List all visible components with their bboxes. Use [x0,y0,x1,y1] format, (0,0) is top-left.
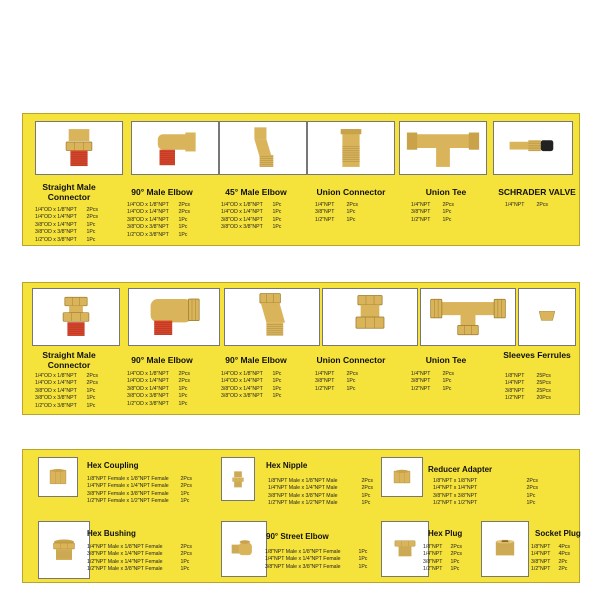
item-title: 90° Male Elbow [225,355,287,365]
item-title: Hex Plug [428,529,463,538]
spec-row: 1/4"OD x 1/4"NPT 2Pcs [127,209,190,216]
spec-row: 3/8"OD x 3/8"NPT 1Pc [127,393,188,400]
item-title: 90° Male Elbow [131,187,193,197]
spec-list [411,371,454,393]
spec-row: 1/4"NPT 2Pcs [315,202,358,208]
spec-list [87,544,192,574]
item-title: Socket Plug [535,529,581,538]
male-elbow-90-icon [131,121,219,175]
spec-row: 1/2"NPT 1Pc [423,566,460,573]
compression-tee-icon [420,288,516,346]
push-fit-fittings-panel [22,113,580,246]
compression-union-icon [322,288,418,346]
spec-row: 3/8"OD x 1/4"NPT 1Pc [35,387,96,394]
spec-row: 1/4"NPT 2Pcs [423,551,462,558]
item-title: Hex Nipple [266,461,308,470]
spec-row: 1/4"OD x 1/4"NPT 1Pc [221,209,282,216]
spec-row: 3/8"NPT 1Pc [411,378,452,385]
spec-row: 1/4"NPT Male x 1/4"NPT Male 2Pcs [268,485,373,492]
spec-list [35,207,98,244]
item-title: Union Tee [425,355,467,365]
spec-row: 3/8"OD x 3/8"NPT 1Pc [35,229,96,236]
hex-coupling-icon [38,457,78,497]
compression-fittings-panel [22,282,580,415]
straight-male-connector-icon [35,121,123,175]
spec-row: 1/8"NPT Male x 1/8"NPT Male 2Pcs [268,478,373,484]
compression-elbow-angled-icon [224,288,320,346]
spec-row: 1/2"OD x 3/8"NPT 1Pc [127,231,188,238]
spec-row: 1/2"NPT 1Pc [315,216,356,223]
spec-row: 1/4"OD x 1/4"NPT 2Pcs [127,378,190,385]
spec-row: 1/2"NPT Male x 3/8"NPT Female 1Pc [87,566,190,573]
spec-row: 1/4"NPT 2Pcs [315,371,358,377]
hex-nipple-icon [221,457,255,501]
spec-list [127,371,190,408]
spec-row: 3/8"OD x 3/8"NPT 1Pc [221,224,282,231]
brass-pipe-fittings-panel [22,449,580,583]
spec-list [221,371,281,401]
spec-row: 3/8"OD x 3/8"NPT 1Pc [127,224,188,231]
spec-row: 1/2"OD x 3/8"NPT 1Pc [35,236,96,243]
spec-row: 1/4"NPT Male x 1/8"NPT Female 2Pcs [87,544,192,550]
spec-row: 3/8"NPT 1Pc [423,558,460,565]
spec-row: 3/8"NPT Female x 3/8"NPT Female 1Pc [87,490,190,497]
spec-list [268,478,373,508]
spec-list [87,476,192,506]
spec-list [423,544,462,574]
item-title: 90° Street Elbow [266,532,329,541]
spec-row: 1/8"NPT 25Pcs [505,373,551,379]
spec-row: 1/2"NPT 1Pc [411,385,452,392]
spec-row: 3/8"NPT Male x 1/4"NPT Female 2Pcs [87,551,192,558]
spec-list [221,202,281,232]
item-title: Hex Bushing [87,529,136,538]
spec-row: 1/4"NPT 2Pcs [411,202,454,208]
spec-row: 1/2"NPT Male x 1/4"NPT Female 1Pc [87,558,190,565]
spec-row: 3/8"NPT x 3/8"NPT 1Pc [433,492,536,499]
item-title: Union Connector [316,355,386,365]
spec-row: 1/4"OD x 1/8"NPT 2Pcs [127,371,190,377]
item-title: Straight Male Connector [42,182,96,202]
spec-row: 1/4"OD x 1/4"NPT 2Pcs [35,380,98,387]
spec-row: 1/4"NPT 25Pcs [505,380,551,387]
spec-row: 3/8"OD x 1/4"NPT 1Pc [35,221,96,228]
spec-row: 1/4"OD x 1/8"NPT 1Pc [221,202,282,208]
spec-row: 1/8"NPT x 1/8"NPT 2Pcs [433,478,538,484]
spec-row: 1/8"NPT 2Pcs [423,544,462,550]
item-title: Reducer Adapter [428,465,493,474]
spec-row: 3/8"NPT Male x 3/8"NPT Male 1Pc [268,492,371,499]
spec-list [433,478,538,508]
item-title: Sleeves Ferrules [503,350,571,360]
spec-list [505,202,548,209]
item-title: Union Tee [425,187,467,197]
spec-row: 3/8"NPT 1Pc [315,209,356,216]
spec-row: 3/8"NPT 25Pcs [505,387,551,394]
spec-row: 3/8"NPT 2Pc [531,558,568,565]
spec-row: 1/8"NPT 4Pcs [531,544,570,550]
spec-row: 1/2"OD x 3/8"NPT 1Pc [127,400,188,407]
spec-row: 1/4"OD x 1/8"NPT 1Pc [221,371,282,377]
item-title: 45° Male Elbow [225,187,287,197]
spec-row: 1/2"NPT 1Pc [411,216,452,223]
spec-list [531,544,570,574]
spec-row: 1/4"NPT 2Pcs [505,202,548,208]
spec-row: 3/8"OD x 1/4"NPT 1Pc [221,385,282,392]
spec-row: 3/8"NPT 1Pc [411,209,452,216]
hex-plug-icon [381,521,429,577]
spec-row: 3/8"OD x 1/4"NPT 1Pc [221,216,282,223]
spec-row: 1/4"OD x 1/4"NPT 1Pc [221,378,282,385]
spec-row: 1/8"NPT Female x 1/8"NPT Female 2Pcs [87,476,192,482]
street-elbow-90-icon [221,521,267,577]
item-title: Straight Male Connector [42,350,96,370]
reducer-adapter-icon [381,457,423,497]
spec-list [127,202,190,239]
spec-row: 1/4"OD x 1/8"NPT 2Pcs [127,202,190,208]
spec-row: 3/8"NPT Male x 3/8"NPT Female 1Pc [265,563,368,570]
spec-row: 1/2"NPT 1Pc [315,385,356,392]
item-title: SCHRADER VALVE [498,187,576,197]
spec-row: 1/2"NPT Female x 1/2"NPT Female 1Pc [87,498,190,505]
spec-list [315,202,358,224]
spec-row: 1/2"NPT 2Pc [531,566,568,573]
spec-row: 1/4"NPT 2Pcs [411,371,454,377]
spec-row: 3/8"OD x 1/4"NPT 1Pc [127,385,188,392]
spec-list [315,371,358,393]
compression-straight-connector-icon [32,288,120,346]
socket-plug-icon [481,521,529,577]
spec-list [411,202,454,224]
spec-list [505,373,551,403]
hex-bushing-icon [38,521,90,579]
male-elbow-45-icon [219,121,307,175]
item-title: 90° Male Elbow [131,355,193,365]
spec-row: 1/2"NPT x 1/2"NPT 1Pc [433,500,536,507]
spec-row: 1/4"NPT x 1/4"NPT 2Pcs [433,485,538,492]
spec-row: 1/2"NPT 20Pcs [505,395,551,402]
spec-row: 1/4"NPT 4Pcs [531,551,570,558]
schrader-valve-icon [493,121,573,175]
spec-row: 1/4"OD x 1/8"NPT 2Pcs [35,373,98,379]
item-title: Union Connector [316,187,386,197]
spec-list [265,549,367,571]
spec-row: 1/4"OD x 1/8"NPT 2Pcs [35,207,98,213]
union-connector-icon [307,121,395,175]
compression-elbow-90-icon [128,288,220,346]
spec-row: 1/4"OD x 1/4"NPT 2Pcs [35,214,98,221]
ferrule-icon [518,288,576,346]
spec-row: 3/8"NPT 1Pc [315,378,356,385]
spec-row: 1/2"NPT Male x 1/2"NPT Male 1Pc [268,500,371,507]
spec-list [35,373,98,410]
item-title: Hex Coupling [87,461,139,470]
spec-row: 3/8"OD x 1/4"NPT 1Pc [127,216,188,223]
spec-row: 1/4"NPT Female x 1/4"NPT Female 2Pcs [87,483,192,490]
union-tee-icon [399,121,487,175]
spec-row: 3/8"OD x 3/8"NPT 1Pc [221,393,282,400]
spec-row: 1/2"OD x 3/8"NPT 1Pc [35,402,96,409]
spec-row: 1/4"NPT Male x 1/4"NPT Female 1Pc [265,556,368,563]
spec-row: 3/8"OD x 3/8"NPT 1Pc [35,395,96,402]
spec-row: 1/8"NPT Male x 1/8"NPT Female 1Pc [265,549,368,555]
